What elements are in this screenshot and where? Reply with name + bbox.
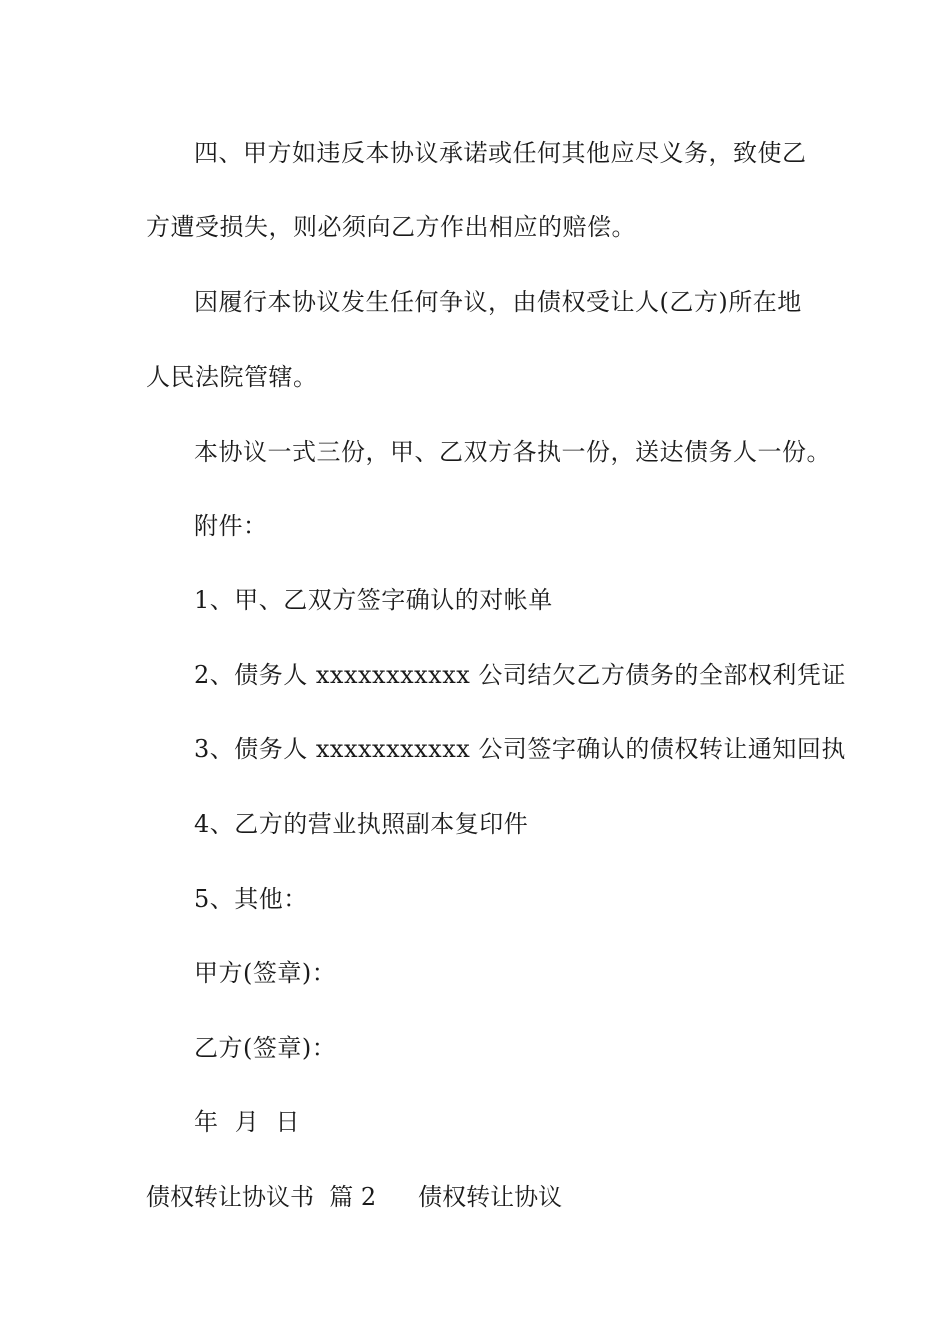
attachment-item-3: 3、债务人 xxxxxxxxxxx 公司签字确认的债权转让通知回执 [194, 735, 846, 763]
paragraph-dispute: 因履行本协议发生任何争议，由债权受让人(乙方)所在地 [194, 288, 802, 316]
paragraph-clause-four-continued: 方遭受损失，则必须向乙方作出相应的赔偿。 [146, 213, 636, 241]
attachment-item-4: 4、乙方的营业执照副本复印件 [194, 810, 529, 838]
party-a-signature: 甲方(签章)： [194, 959, 337, 987]
paragraph-dispute-continued: 人民法院管辖。 [146, 363, 318, 391]
attachment-item-5: 5、其他： [194, 885, 308, 913]
next-section-subtitle: 债权转让协议 [418, 1183, 563, 1211]
date-line: 年 月 日 [194, 1108, 301, 1136]
next-section-title: 债权转让协议书 篇 2 [146, 1183, 377, 1211]
attachment-item-1: 1、甲、乙双方签字确认的对帐单 [194, 586, 553, 614]
party-b-signature: 乙方(签章)： [194, 1034, 337, 1062]
attachments-heading: 附件： [194, 512, 268, 540]
paragraph-clause-four: 四、甲方如违反本协议承诺或任何其他应尽义务，致使乙 [194, 139, 807, 167]
next-section-heading [146, 1181, 826, 1213]
paragraph-copies: 本协议一式三份，甲、乙双方各执一份，送达债务人一份。 [194, 438, 831, 466]
attachment-item-2: 2、债务人 xxxxxxxxxxx 公司结欠乙方债务的全部权利凭证 [194, 661, 846, 689]
